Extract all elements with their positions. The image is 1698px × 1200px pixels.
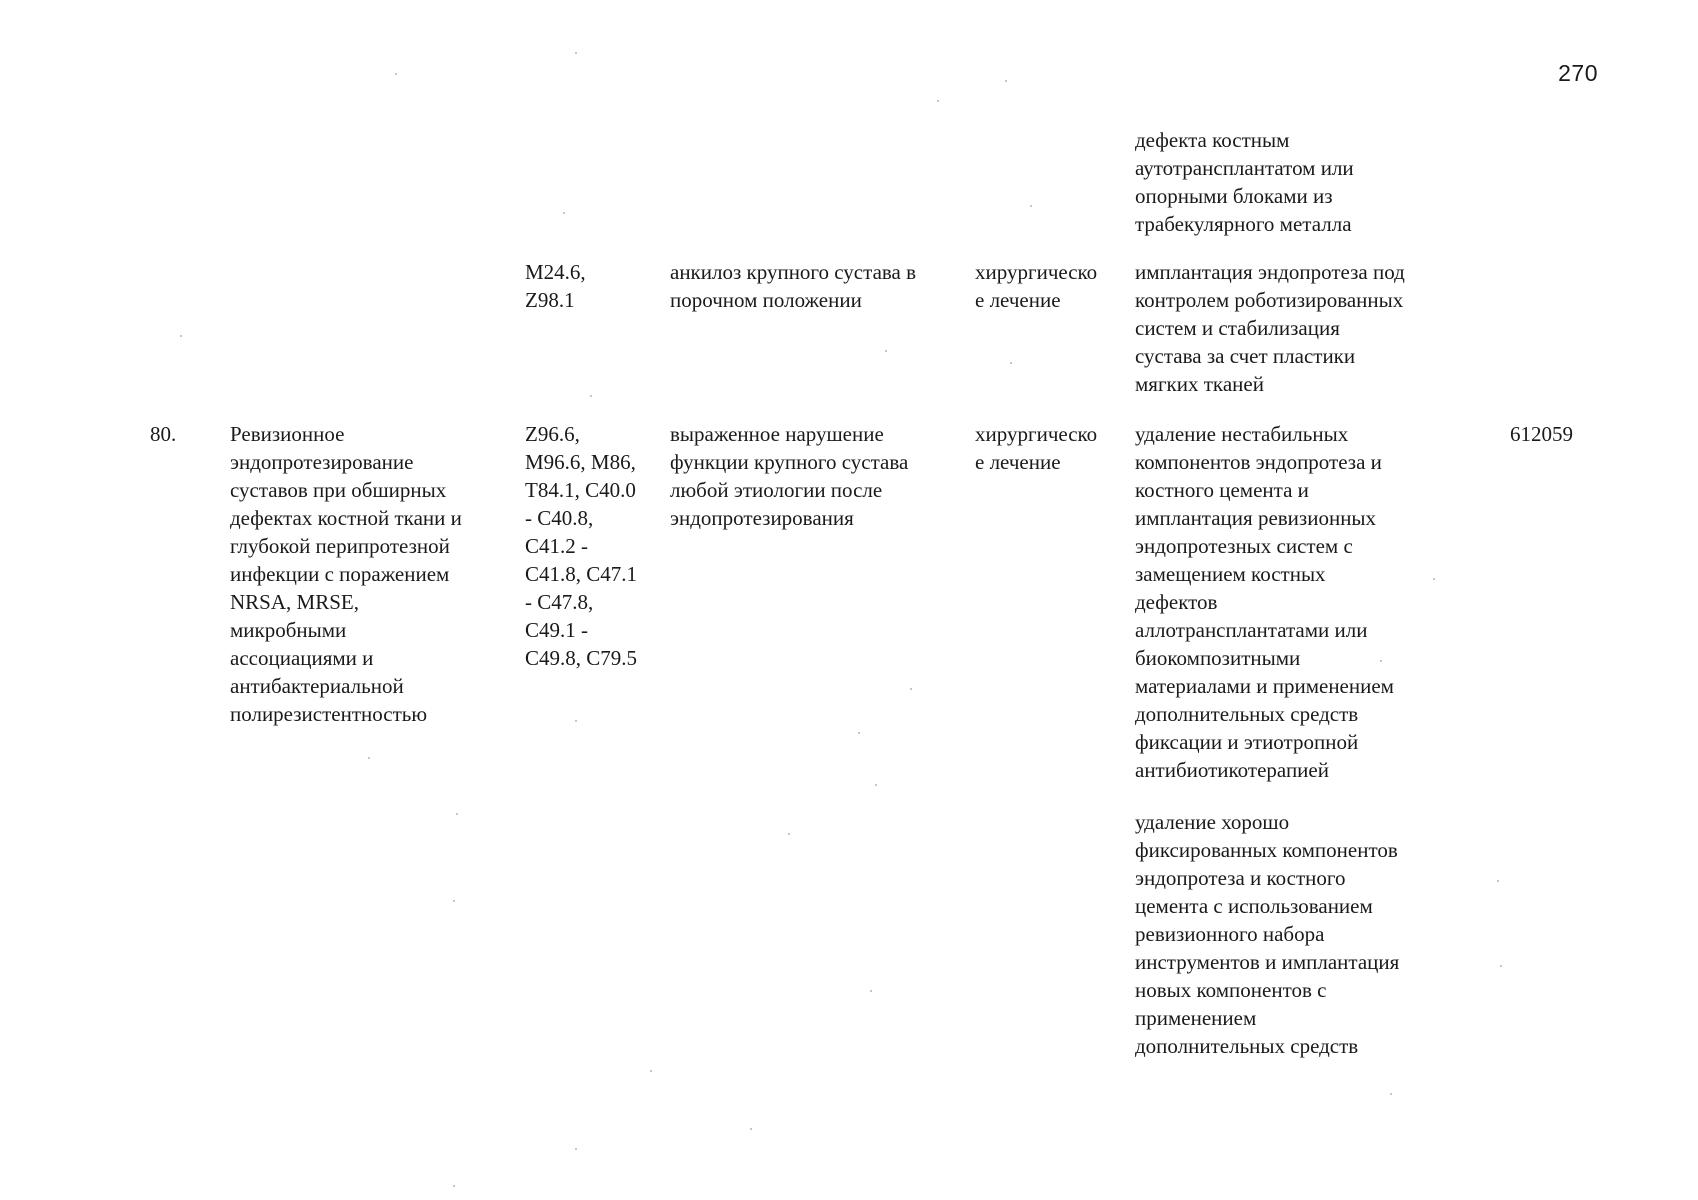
scan-speck [575, 720, 577, 722]
scan-speck [575, 1148, 577, 1150]
scan-speck [1433, 578, 1435, 580]
patient-model-cell: анкилоз крупного сустава в порочном положении [670, 260, 917, 312]
scan-speck [870, 990, 872, 992]
method-cell: удаление нестабильных компонентов эндопротеза и костного цемента и имплантация ревизионных эндопротезных систем с замещением костных дефектов аллотрансплантатами или биокомпозитными материалами и применением дополнительных средств фиксации и этиотропной антибиотикотерапией [1135, 422, 1394, 782]
patient-model-cell: выраженное нарушение функции крупного сустава любой этиологии после эндопротезирования [670, 422, 909, 530]
scan-speck [575, 52, 577, 54]
scan-speck [910, 688, 912, 690]
scan-speck [180, 335, 182, 337]
scan-speck [563, 212, 565, 214]
scan-speck [395, 73, 397, 75]
method-cell: имплантация эндопротеза под контролем роботизированных систем и стабилизация сустава за счет пластики мягких тканей [1135, 260, 1405, 396]
treatment-type-cell: хирургическо е лечение [975, 260, 1098, 312]
icd-code-cell: M24.6, Z98.1 [525, 260, 586, 312]
scan-speck [453, 1185, 455, 1187]
cost-cell: 612059 [1510, 422, 1573, 446]
scan-speck [1010, 362, 1012, 364]
row-number-cell: 80. [150, 422, 177, 446]
scan-speck [456, 813, 458, 815]
method-cell: дефекта костным аутотрансплантатом или опорными блоками из трабекулярного металла [1135, 128, 1354, 236]
scan-speck [453, 900, 455, 902]
scan-speck [650, 1070, 652, 1072]
scan-speck [875, 784, 877, 786]
scan-speck [590, 395, 592, 397]
method-cell: удаление хорошо фиксированных компонентов эндопротеза и костного цемента с использованием ревизионного набора инструментов и имплантация новых компонентов с применением дополнительных средств [1135, 810, 1400, 1058]
icd-code-cell: Z96.6, M96.6, M86, T84.1, C40.0 - C40.8, C41.2 - C41.8, C47.1 - C47.8, C49.1 - C49.8, C79.5 [525, 422, 638, 670]
scan-speck [788, 833, 790, 835]
page-number: 270 [1558, 60, 1598, 86]
treatment-type-cell: хирургическо е лечение [975, 422, 1098, 474]
scan-speck [885, 350, 887, 352]
scan-speck [1390, 1093, 1392, 1095]
scan-speck [1030, 205, 1032, 207]
scan-speck [1500, 965, 1502, 967]
procedure-name-cell: Ревизионное эндопротезирование суставов при обширных дефектах костной ткани и глубокой перипротезной инфекции с поражением NRSA, MRSE, микробными ассоциациями и антибактериальной полирезистентностью [230, 422, 462, 726]
scan-speck [1497, 880, 1499, 882]
scan-speck [368, 757, 370, 759]
scan-speck [937, 100, 939, 102]
scan-speck [1380, 660, 1382, 662]
scan-speck [1005, 80, 1007, 82]
scan-speck [858, 732, 860, 734]
scan-speck [750, 1128, 752, 1130]
